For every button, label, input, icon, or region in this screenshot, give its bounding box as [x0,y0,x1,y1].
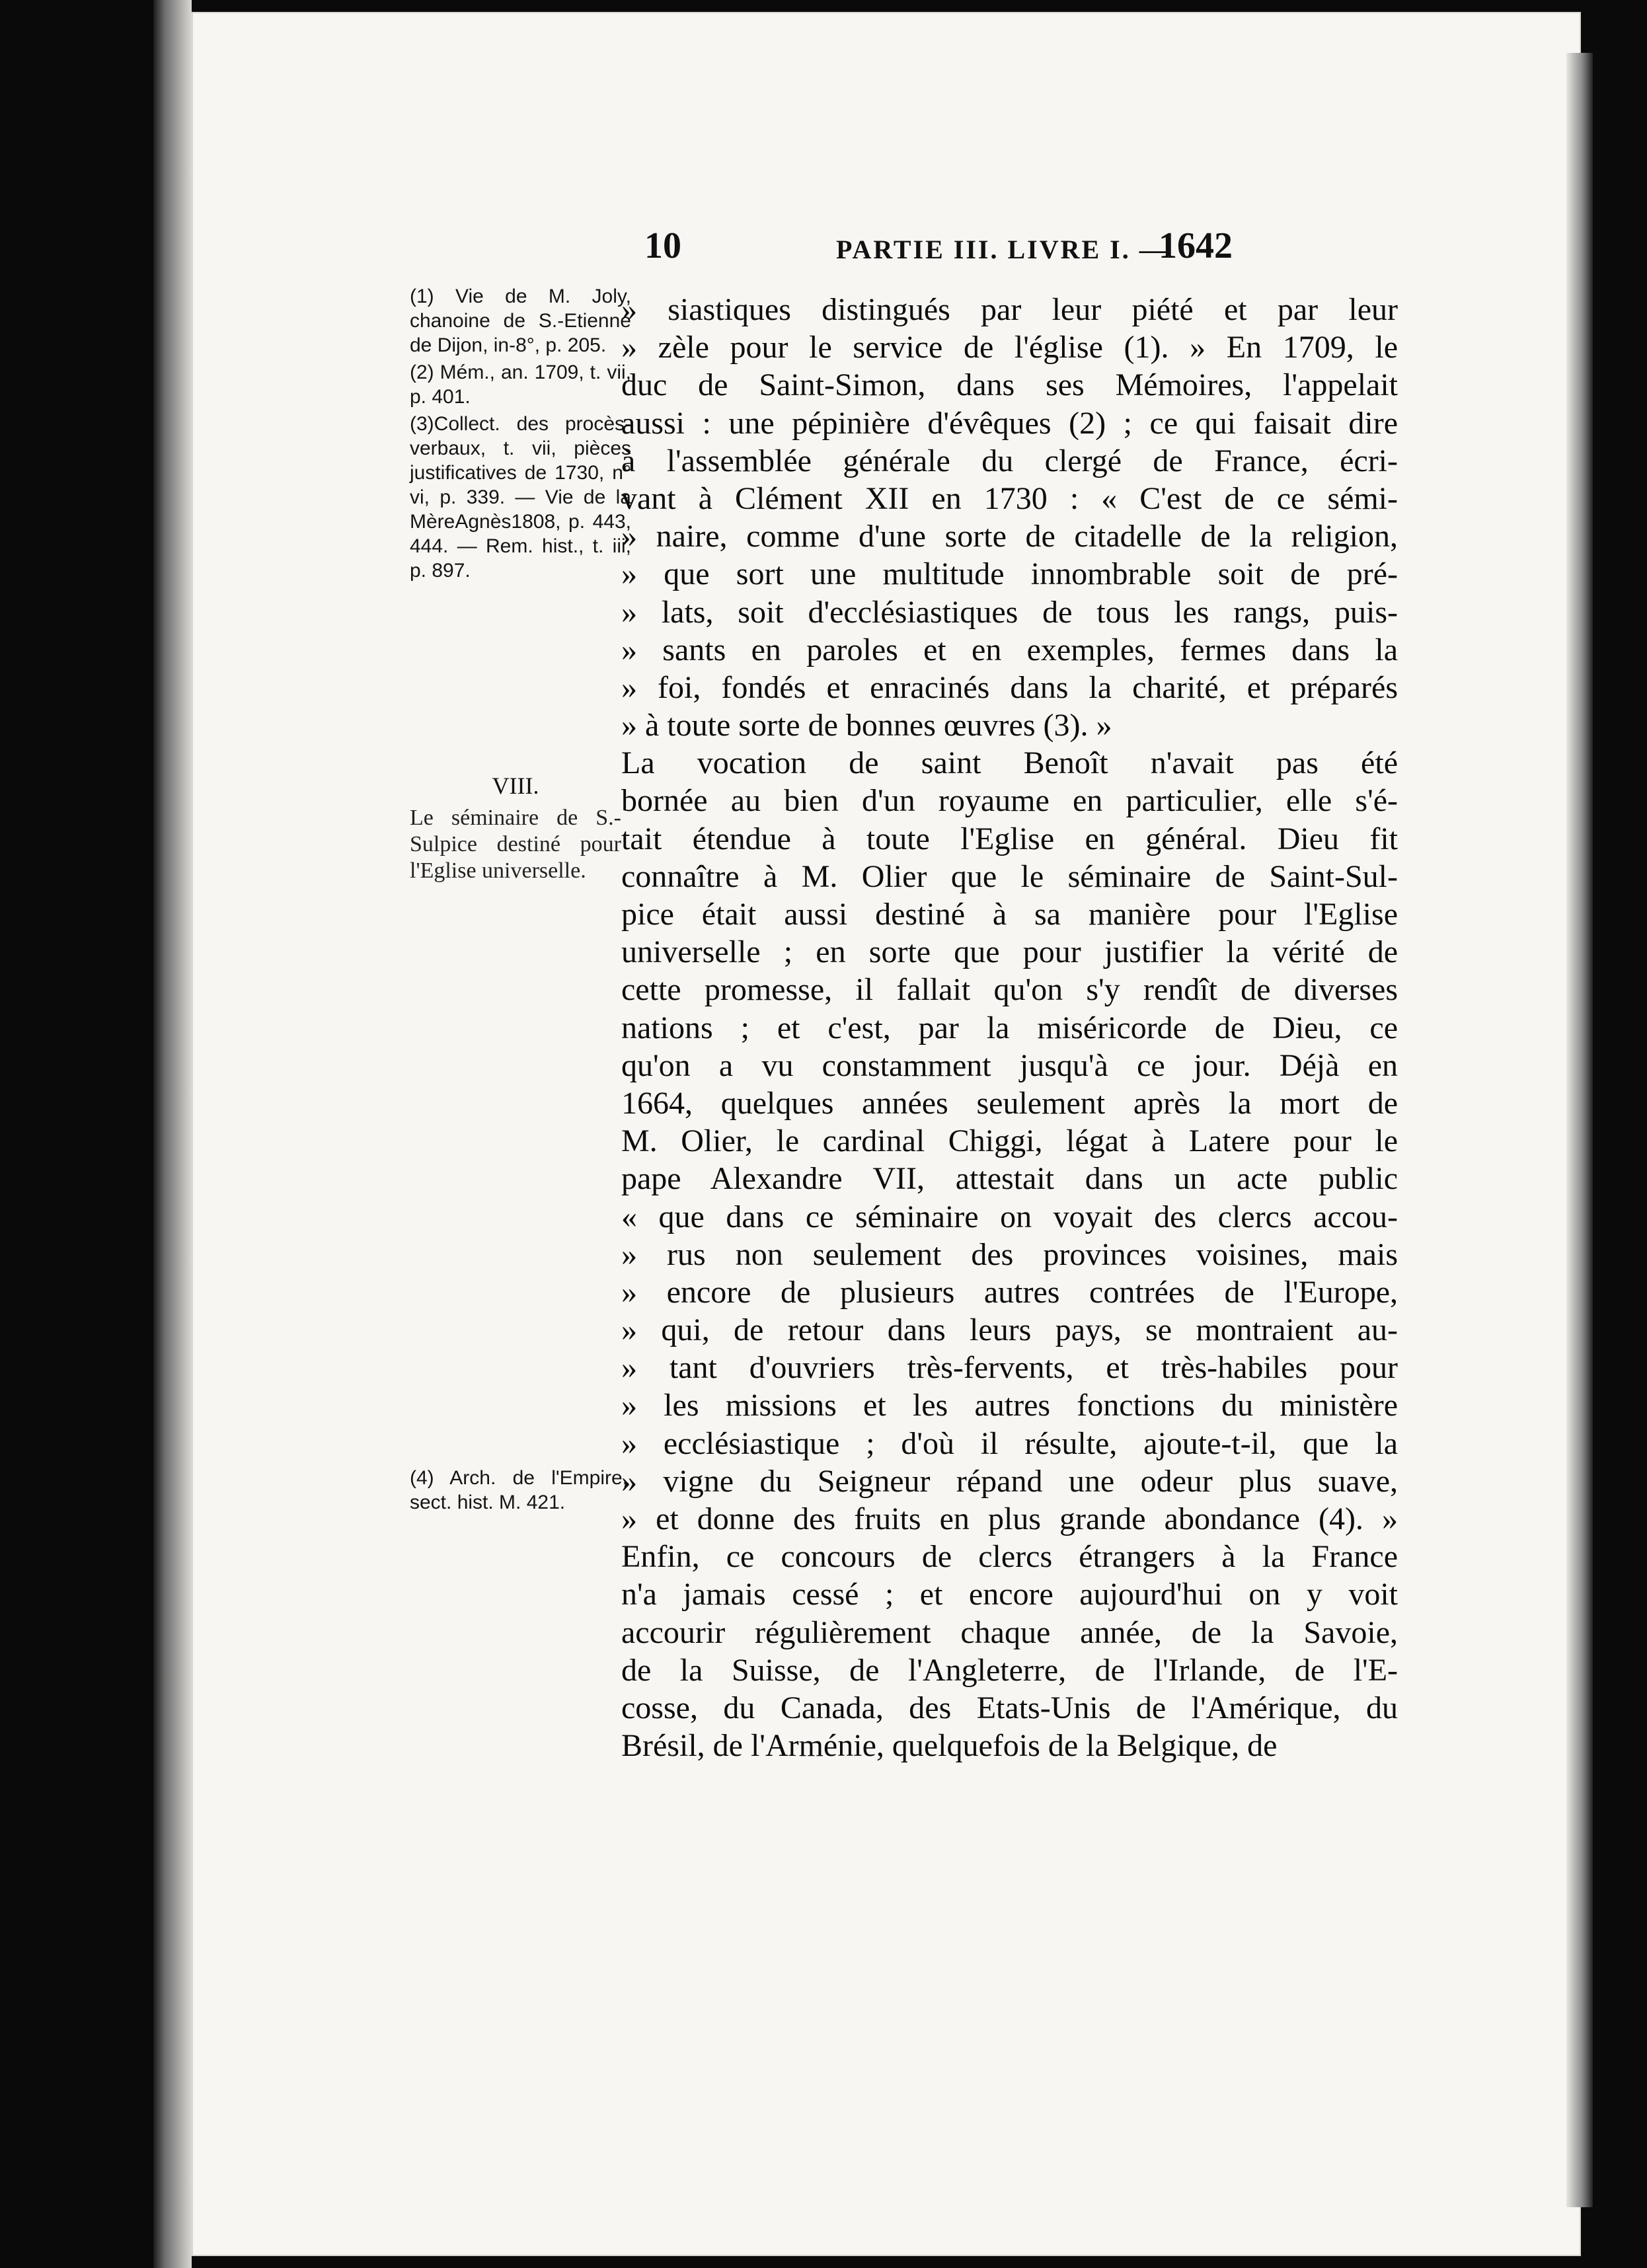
body-line: » naire, comme d'une sorte de citadelle de la religion, [621,519,1398,554]
body-line: » les missions et les autres fonctions du ministère [621,1388,1398,1423]
footnote-3: (3)Collect. des procès-verbaux, t. vii, pièces justificatives de 1730, n° vi, p. 339. — Vie de la MèreAgnès1808, p. 443, 444. — Rem. hist., t. iii, p. 897. [410,413,631,582]
footnote-4: (4) Arch. de l'Empire, sect. hist. M. 421. [410,1467,628,1513]
body-line: La vocation de saint Benoît n'avait pas été [621,745,1398,781]
body-line: » sants en paroles et en exemples, fermes dans la [621,632,1398,667]
footnote-1: (1) Vie de M. Joly, chanoine de S.-Etienne de Dijon, in-8°, p. 205. [410,285,631,356]
page-header [644,225,1233,278]
body-line: n'a jamais cessé ; et encore aujourd'hui on y voit [621,1577,1398,1612]
header-year: 1642 [1159,225,1233,266]
page-number: 10 [644,225,681,266]
margin-notes [410,284,631,586]
running-head: PARTIE III. LIVRE I. — [836,235,1168,264]
body-line: « que dans ce séminaire on voyait des clercs accou- [621,1199,1398,1234]
body-line: de la Suisse, de l'Angleterre, de l'Irlande, de l'E- [621,1652,1398,1688]
body-line: bornée au bien d'un royaume en particulier, elle s'é- [621,783,1398,819]
page-right-edge [1566,53,1593,2207]
body-line: vant à Clément XII en 1730 : « C'est de ce sémi- [621,480,1398,516]
body-line: qu'on a vu constamment jusqu'à ce jour. Déjà en [621,1047,1398,1083]
body-line: » siastiques distingués par leur piété et par leur [621,292,1398,327]
body-line: tait étendue à toute l'Eglise en général. Dieu fit [621,821,1398,856]
body-line: duc de Saint-Simon, dans ses Mémoires, l'appelait [621,367,1398,403]
body-line: » rus non seulement des provinces voisines, mais [621,1236,1398,1272]
body-line: M. Olier, le cardinal Chiggi, légat à Latere pour le [621,1123,1398,1159]
body-line: universelle ; en sorte que pour justifier la vérité de [621,934,1398,970]
body-line: » que sort une multitude innombrable soit de pré- [621,556,1398,592]
body-line: » tant d'ouvriers très-fervents, et très-habiles pour [621,1350,1398,1386]
body-line: » encore de plusieurs autres contrées de l'Europe, [621,1274,1398,1310]
body-line: cette promesse, il fallait qu'on s'y rendît de diverses [621,972,1398,1008]
body-line: » lats, soit d'ecclésiastiques de tous les rangs, puis- [621,594,1398,630]
body-line: Enfin, ce concours de clercs étrangers à la France [621,1539,1398,1575]
section-number: VIII. [492,773,539,799]
body-line: pape Alexandre VII, attestait dans un acte public [621,1161,1398,1197]
body-line: nations ; et c'est, par la miséricorde de Dieu, ce [621,1010,1398,1045]
body-line: » ecclésiastique ; d'où il résulte, ajoute-t-il, que la [621,1425,1398,1461]
body-line: » à toute sorte de bonnes œuvres (3). » [621,708,1112,743]
body-line: » vigne du Seigneur répand une odeur plus suave, [621,1463,1398,1499]
footnote-2: (2) Mém., an. 1709, t. vii, p. 401. [410,361,631,408]
body-line: cosse, du Canada, des Etats-Unis de l'Amérique, du [621,1690,1398,1725]
body-line: connaître à M. Olier que le séminaire de Saint-Sul- [621,858,1398,894]
body-line: pice était aussi destiné à sa manière pour l'Eglise [621,897,1398,932]
section-title: Le séminaire de S.-Sulpice destiné pour l'Eglise universelle. [410,806,621,883]
body-line: » zèle pour le service de l'église (1). » En 1709, le [621,330,1398,365]
book-gutter [153,0,192,2268]
body-line: » qui, de retour dans leurs pays, se montraient au- [621,1312,1398,1348]
body-text [621,291,1398,1764]
body-line: » et donne des fruits en plus grande abondance (4). » [621,1501,1398,1536]
body-line: 1664, quelques années seulement après la mort de [621,1085,1398,1121]
body-line: à l'assemblée générale du clergé de France, écri- [621,443,1398,478]
body-line: aussi : une pépinière d'évêques (2) ; ce qui faisait dire [621,405,1398,441]
body-line: accourir régulièrement chaque année, de la Savoie, [621,1614,1398,1650]
body-line: » foi, fondés et enracinés dans la charité, et préparés [621,669,1398,705]
body-line: Brésil, de l'Arménie, quelquefois de la Belgique, de [621,1728,1278,1764]
